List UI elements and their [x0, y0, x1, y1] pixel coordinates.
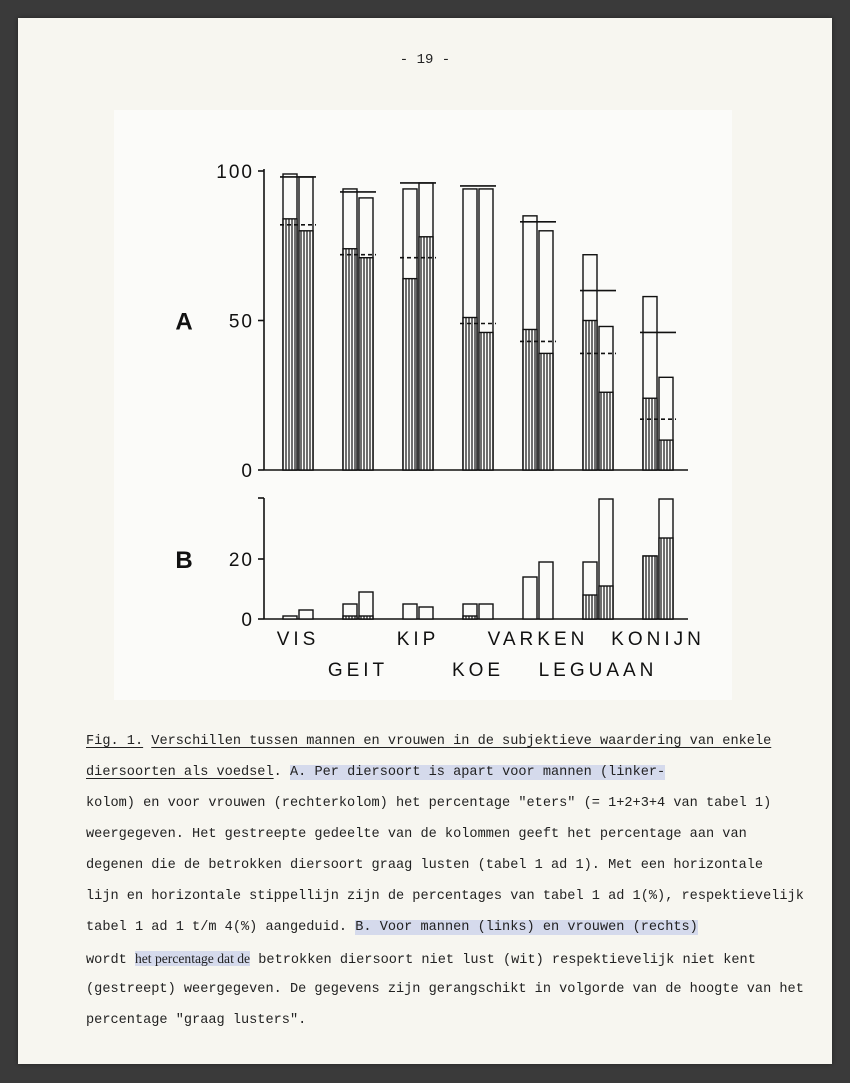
panel-a-men-bar-striped [403, 279, 417, 470]
panel-a-women-bar-striped [299, 231, 313, 470]
panel-b-men-bar-striped [343, 616, 357, 619]
caption-title-1: Verschillen tussen mannen en vrouwen in de subjektieve waardering van enkele [151, 734, 772, 749]
caption-line-8b: het percentage dat de [134, 951, 251, 966]
panel-a-men-bar-striped [463, 318, 477, 470]
panel-b-men-bar-striped [583, 595, 597, 619]
document-page [18, 18, 832, 1064]
caption-line-4: weergegeven. Het gestreepte gedeelte van de kolommen geeft het percentage aan van [86, 827, 747, 842]
caption-line-10: percentage "graag lusters". [86, 1013, 307, 1028]
panel-a-women-bar-striped [659, 440, 673, 470]
panel-b-men-bar-total [523, 577, 537, 619]
chart-labels [175, 162, 705, 681]
panel-b-women-bar-total [539, 562, 553, 619]
panel-a-tick-label: 0 [241, 461, 254, 482]
panel-a-label: A [175, 308, 193, 336]
caption-line-6: lijn en horizontale stippellijn zijn de percentages van tabel 1 ad 1(%), respektievelijk [86, 889, 804, 904]
caption-line-7 [86, 912, 776, 943]
panel-b-women-bar-total [479, 604, 493, 619]
panel-a-men-bar-striped [523, 329, 537, 470]
caption-line-8 [86, 943, 776, 974]
panel-b-men-bar-total [403, 604, 417, 619]
panel-a-women-bar-striped [359, 258, 373, 470]
panel-b-women-bar-striped [599, 586, 613, 619]
caption-line-5: degenen die de betrokken diersoort graag lusten (tabel 1 ad 1). Met een horizontale [86, 858, 764, 873]
panel-a-women-bar-striped [479, 332, 493, 470]
panel-a-men-bar-striped [583, 321, 597, 471]
caption-line-9: (gestreept) weergegeven. De gegevens zijn gerangschikt in volgorde van de hoogte van het [86, 982, 804, 997]
caption-line-3: kolom) en voor vrouwen (rechterkolom) het percentage "eters" (= 1+2+3+4 van tabel 1) [86, 796, 772, 811]
panel-b-men-bar-striped [463, 616, 477, 619]
panel-b-men-bar-striped [643, 556, 657, 619]
caption-line-7b: B. Voor mannen (links) en vrouwen (rechts) [355, 920, 698, 935]
caption-line-7a: tabel 1 ad 1 t/m 4(%) aangeduid. [86, 920, 348, 935]
caption-title-end: . [273, 765, 282, 780]
panel-b-women-bar-striped [359, 616, 373, 619]
category-label-bottom: LEGUAAN [538, 660, 658, 681]
figure-photo [114, 110, 732, 700]
caption-line-2 [86, 757, 776, 788]
caption-line-2-rest: A. Per diersoort is apart voor mannen (linker- [289, 765, 666, 780]
panel-a-men-bar-striped [643, 398, 657, 470]
caption-line-1 [86, 726, 776, 757]
chart-bars [280, 174, 676, 619]
category-label-top: KIP [396, 629, 440, 650]
panel-b-women-bar-striped [659, 538, 673, 619]
category-label-top: VARKEN [487, 629, 589, 650]
panel-a-men-bar-striped [343, 249, 357, 470]
category-label-bottom: GEIT [327, 660, 389, 681]
panel-b-tick-label: 20 [228, 550, 254, 571]
figure-caption [86, 726, 804, 1036]
caption-line-8c: betrokken diersoort niet lust (wit) respektievelijk niet kent [258, 953, 756, 968]
panel-b-women-bar-total [419, 607, 433, 619]
category-label-bottom: KOE [451, 660, 505, 681]
panel-a-women-bar-striped [539, 353, 553, 470]
panel-a-tick-label: 50 [228, 311, 254, 333]
panel-a-women-bar-striped [599, 392, 613, 470]
caption-title-2: diersoorten als voedsel [86, 765, 274, 780]
panel-a-men-bar-striped [283, 219, 297, 470]
panel-b-women-bar-total [299, 610, 313, 619]
panel-a-tick-label: 100 [216, 162, 254, 183]
panel-b-label: B [175, 547, 193, 574]
bar-chart [114, 110, 732, 700]
panel-b-women-bar-total [359, 592, 373, 619]
panel-b-tick-label: 0 [241, 610, 254, 631]
caption-line-8a: wordt [86, 953, 127, 968]
panel-b-men-bar-total [283, 616, 297, 619]
panel-a-women-bar-striped [419, 237, 433, 470]
caption-fig-label: Fig. 1. [86, 734, 144, 749]
page-number: - 19 - [399, 52, 451, 68]
category-label-top: KONIJN [611, 629, 705, 650]
category-label-top: VIS [276, 629, 320, 650]
